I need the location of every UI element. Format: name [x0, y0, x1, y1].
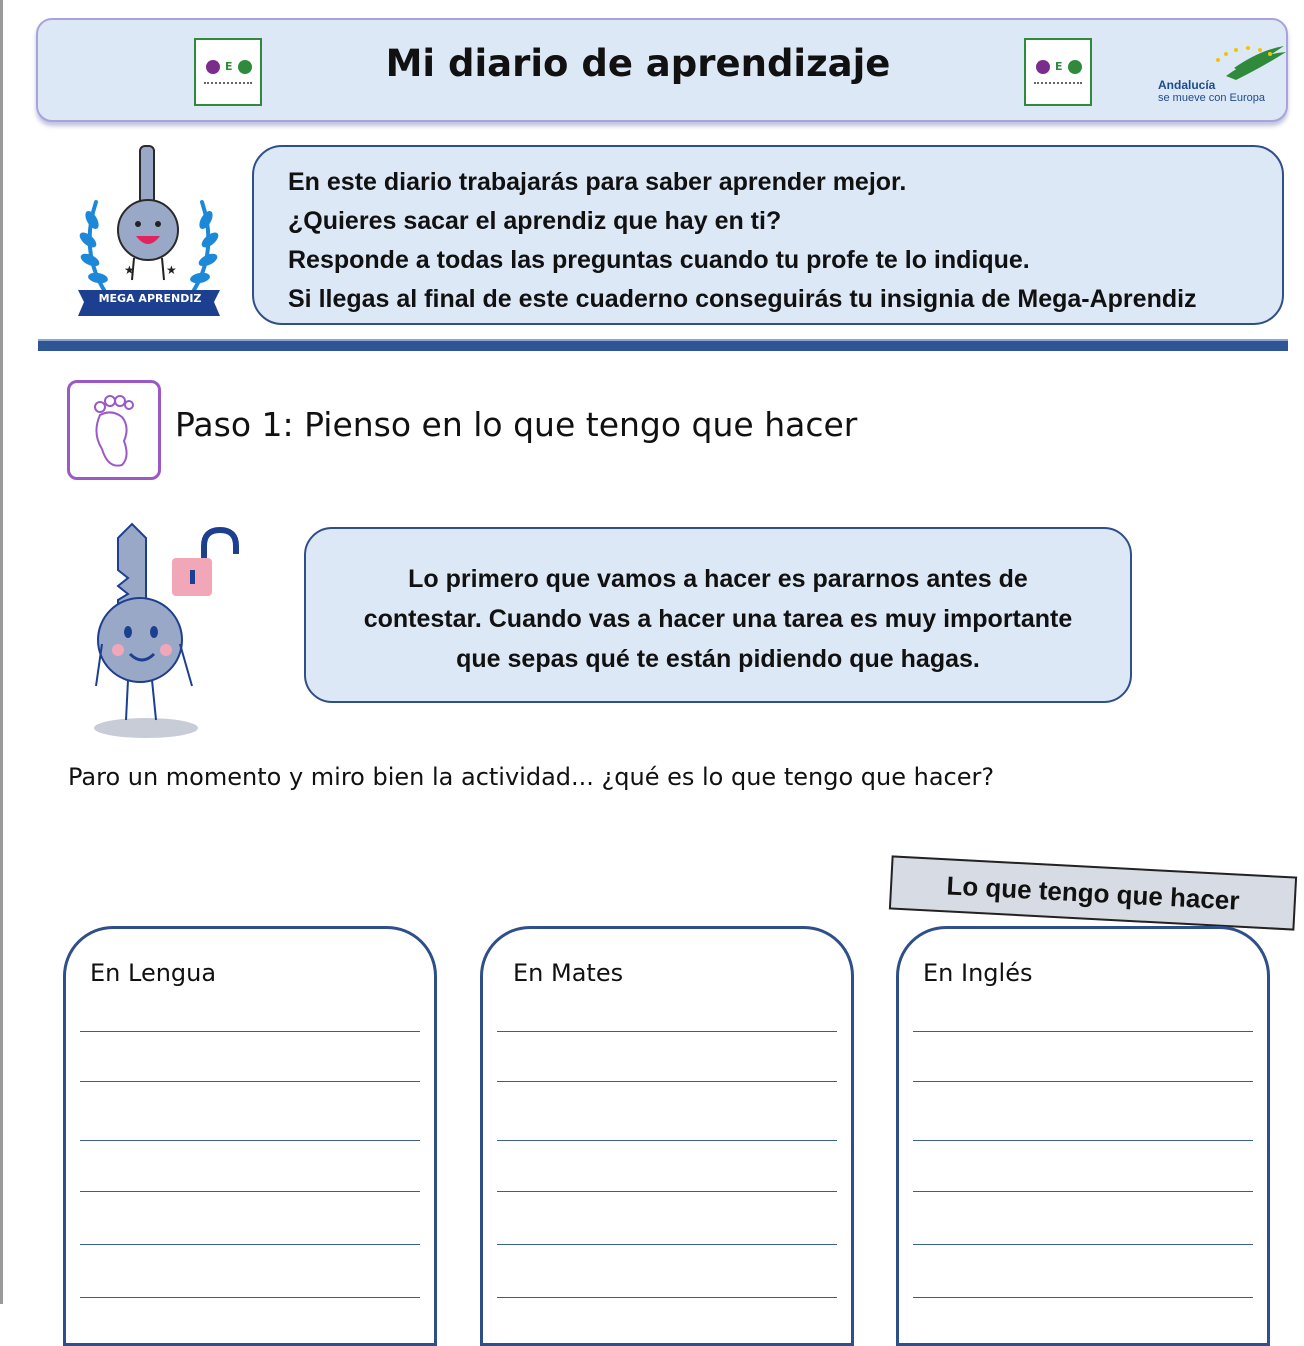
writing-line[interactable]	[497, 1081, 837, 1082]
column-label: En Inglés	[923, 959, 1033, 987]
question-prompt: Paro un momento y miro bien la actividad... ¿qué es lo que tengo que hacer?	[68, 763, 995, 791]
page-edge	[0, 0, 3, 1304]
intro-line-3: Responde a todas las preguntas cuando tu profe te lo indique.	[288, 246, 1030, 274]
explanation-line-2: contestar. Cuando vas a hacer una tarea es muy importante	[363, 605, 1073, 633]
writing-line[interactable]	[497, 1244, 837, 1245]
column-mates[interactable]	[480, 926, 854, 1346]
mea-logo-left-icon: E	[194, 38, 262, 106]
writing-line[interactable]	[80, 1081, 420, 1082]
column-label: En Mates	[513, 959, 624, 987]
section-divider	[38, 339, 1288, 351]
column-label: En Lengua	[90, 959, 217, 987]
header-banner	[36, 18, 1288, 122]
writing-line[interactable]	[80, 1244, 420, 1245]
svg-text:★: ★	[124, 263, 135, 277]
intro-line-2: ¿Quieres sacar el aprendiz que hay en ti?	[288, 207, 782, 235]
explanation-line-1: Lo primero que vamos a hacer es pararnos antes de	[408, 565, 1028, 593]
tag-label: Lo que tengo que hacer	[889, 855, 1297, 930]
column-lengua[interactable]	[63, 926, 437, 1346]
badge-label: MEGA APRENDIZ	[98, 292, 202, 305]
column-ingles[interactable]	[896, 926, 1270, 1346]
intro-box	[252, 145, 1284, 325]
writing-line[interactable]	[913, 1191, 1253, 1192]
writing-line[interactable]	[913, 1081, 1253, 1082]
key-character-icon	[88, 520, 248, 745]
partner-name: Andalucía	[1158, 78, 1216, 92]
intro-line-1: En este diario trabajarás para saber aprender mejor.	[288, 168, 907, 196]
writing-line[interactable]	[913, 1297, 1253, 1298]
writing-line[interactable]	[913, 1140, 1253, 1141]
intro-line-4: Si llegas al final de este cuaderno conseguirás tu insignia de Mega-Aprendiz	[288, 285, 1197, 313]
mea-logo-right-icon: E	[1024, 38, 1092, 106]
explanation-line-3: que sepas qué te están pidiendo que hagas.	[456, 645, 980, 673]
writing-line[interactable]	[497, 1140, 837, 1141]
writing-line[interactable]	[80, 1191, 420, 1192]
partner-slogan: se mueve con Europa	[1158, 92, 1266, 104]
writing-line[interactable]	[913, 1244, 1253, 1245]
writing-line[interactable]	[497, 1191, 837, 1192]
writing-line[interactable]	[497, 1297, 837, 1298]
writing-line[interactable]	[80, 1297, 420, 1298]
andalucia-europa-logo	[1156, 46, 1288, 110]
page-title: Mi diario de aprendizaje	[385, 42, 891, 85]
step-title: Paso 1: Pienso en lo que tengo que hacer	[175, 405, 858, 444]
writing-line[interactable]	[913, 1031, 1253, 1032]
svg-text:★: ★	[166, 263, 177, 277]
andalucia-flag-icon	[1156, 46, 1288, 80]
writing-line[interactable]	[80, 1031, 420, 1032]
writing-line[interactable]	[497, 1031, 837, 1032]
explanation-box	[304, 527, 1132, 703]
footprint-icon	[67, 380, 161, 480]
writing-line[interactable]	[80, 1140, 420, 1141]
